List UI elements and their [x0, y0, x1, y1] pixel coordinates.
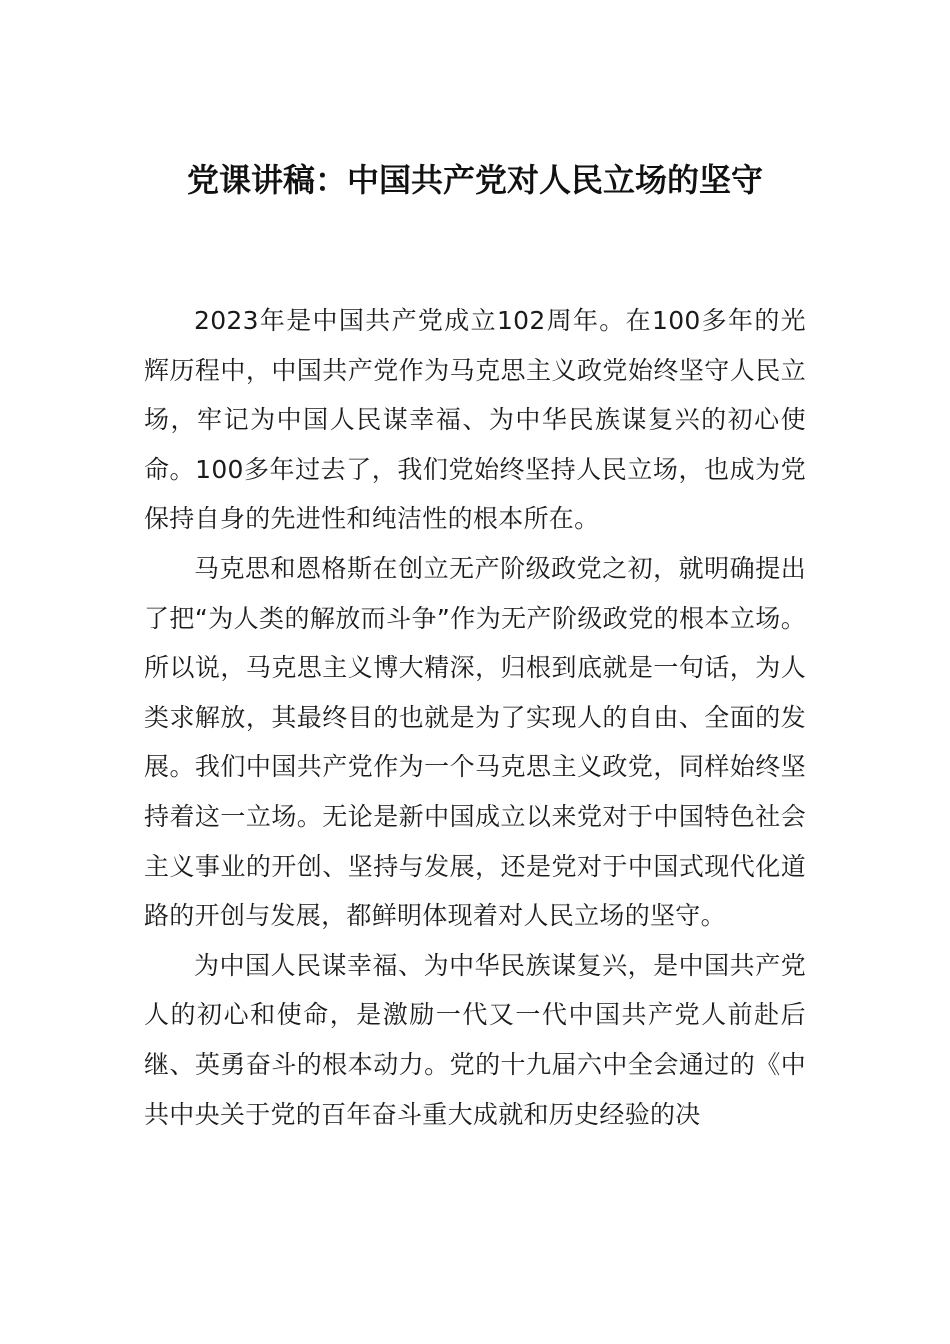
paragraph-3: 为中国人民谋幸福、为中华民族谋复兴，是中国共产党人的初心和使命，是激励一代又一代中国共产党人前赴后继、英勇奋斗的根本动力。党的十九届六中全会通过的《中共中央关于党的百年奋斗重大成就和历史经验的决: [144, 950, 806, 1129]
paragraph-1: 2023年是中国共产党成立102周年。在100多年的光辉历程中，中国共产党作为马克思主义政党始终坚守人民立场，牢记为中国人民谋幸福、为中华民族谋复兴的初心使命。100多年过去了，我们党始终坚持人民立场，也成为党保持自身的先进性和纯洁性的根本所在。: [144, 306, 806, 534]
document-title: 党课讲稿：中国共产党对人民立场的坚守: [186, 161, 763, 199]
paragraph-2: 马克思和恩格斯在创立无产阶级政党之初，就明确提出了把“为人类的解放而斗争”作为无产阶级政党的根本立场。所以说，马克思主义博大精深，归根到底就是一句话，为人类求解放，其最终目的也就是为了实现人的自由、全面的发展。我们中国共产党作为一个马克思主义政党，同样始终坚持着这一立场。无论是新中国成立以来党对于中国特色社会主义事业的开创、坚持与发展，还是党对于中国式现代化道路的开创与发展，都鲜明体现着对人民立场的坚守。: [144, 553, 806, 931]
document-body: [144, 296, 806, 1139]
